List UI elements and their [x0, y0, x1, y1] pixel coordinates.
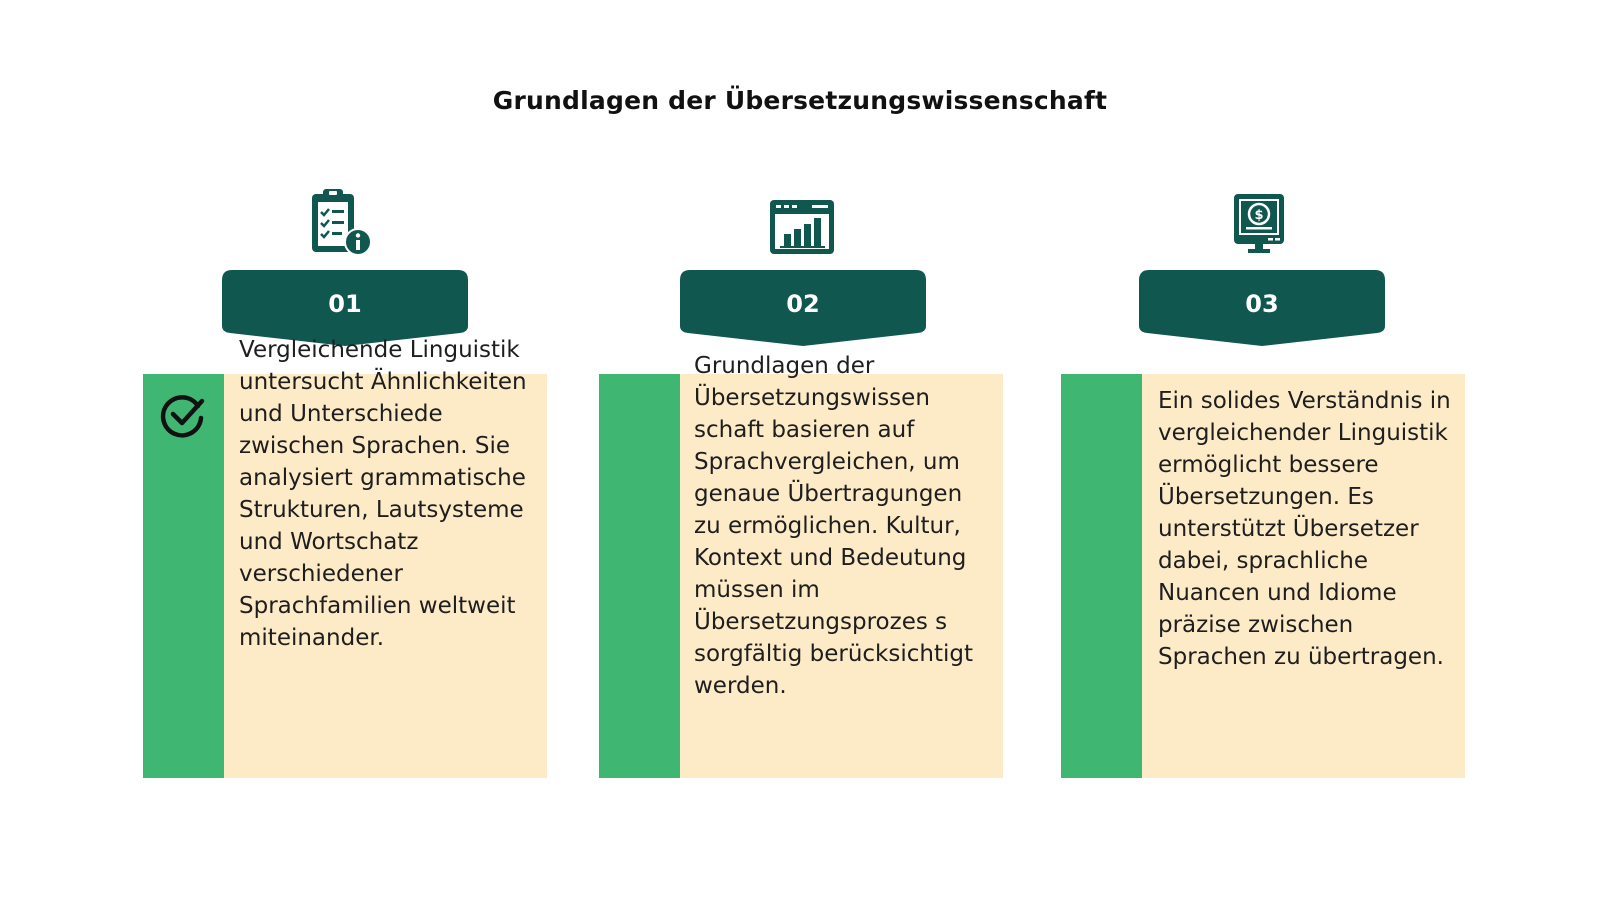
step-number: 03 — [1245, 290, 1279, 318]
accent-strip — [1061, 374, 1142, 778]
step-badge-02 — [680, 270, 926, 346]
monitor-dollar-icon — [1228, 188, 1308, 258]
column-text: Vergleichende Linguistik untersucht Ähnlichkeiten und Unterschiede zwischen Sprachen. Sie analysiert grammatische Strukturen, Lautsysteme und Wortschatz verschiedener Sprachfamilien weltweit miteinander. — [239, 337, 527, 651]
column-text: Ein solides Verständnis in vergleichender Linguistik ermöglicht bessere Übersetzungen. Es unterstützt Übersetzer dabei, sprachliche Nuancen und Idiome präzise zwischen Sprachen zu übertragen. — [1158, 388, 1451, 670]
step-number: 02 — [786, 290, 820, 318]
svg-text:$: $ — [1254, 208, 1264, 223]
browser-bar-chart-icon — [768, 188, 848, 258]
step-badge-03 — [1139, 270, 1385, 346]
accent-strip — [599, 374, 680, 778]
column-text: Grundlagen der Übersetzungswissen schaft basieren auf Sprachvergleichen, um genaue Übertragungen zu ermöglichen. Kultur, Kontext und Bedeutung müssen im Übersetzungsprozes s sorgfältig berücksichtigt werden. — [694, 353, 973, 699]
check-circle-icon — [160, 392, 208, 442]
page-title: Grundlagen der Übersetzungswissenschaft — [492, 86, 1108, 115]
clipboard-checklist-info-icon — [308, 188, 388, 258]
step-number: 01 — [328, 290, 362, 318]
